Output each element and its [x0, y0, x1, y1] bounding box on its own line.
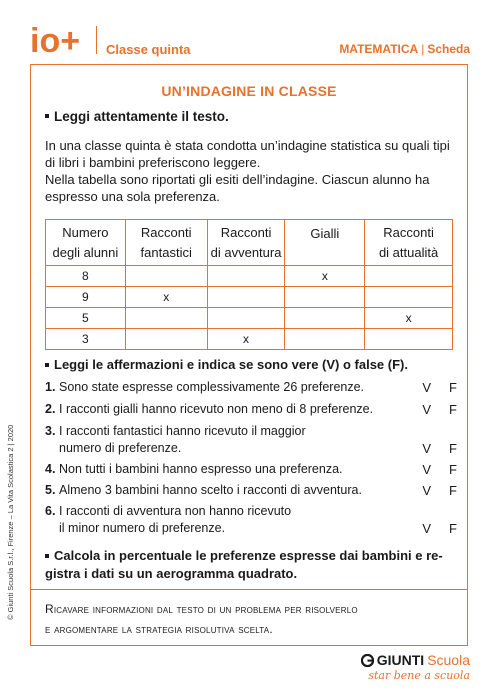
- true-false-options[interactable]: [404, 520, 457, 537]
- statement-text-continued: numero di preferenze.: [59, 441, 182, 455]
- statement-number: 1.: [45, 380, 56, 394]
- table-header-cell: Racconti fantastici: [125, 220, 207, 266]
- worksheet-title: UN’INDAGINE IN CLASSE: [161, 83, 337, 99]
- table-row: [46, 329, 453, 350]
- false-option[interactable]: F: [449, 402, 457, 417]
- table-cell: [365, 287, 453, 308]
- table-cell: [125, 329, 207, 350]
- true-false-options[interactable]: [404, 440, 457, 457]
- goal-divider: [31, 589, 467, 590]
- statement-text: Sono state espresse complessivamente 26 preferenze.: [59, 380, 365, 394]
- sheet-kind: Scheda: [427, 42, 470, 56]
- table-cell: x: [365, 308, 453, 329]
- statement-number: 6.: [45, 504, 56, 518]
- learning-goal-line-1: Ricavare informazioni dal testo di un problema per risolverlo: [45, 602, 358, 616]
- statement-1: [45, 379, 457, 396]
- true-option[interactable]: V: [422, 380, 432, 395]
- instruction-true-false: [45, 357, 408, 372]
- statement-text: I racconti fantastici hanno ricevuto il maggior: [59, 424, 306, 438]
- table-cell: 3: [46, 329, 126, 350]
- paragraph-table-info: Nella tabella sono riportati gli esiti dell’indagine. Ciascun alunno ha espresso una sola preferenza.: [45, 172, 430, 204]
- bullet-icon: [45, 114, 49, 118]
- true-false-options[interactable]: [404, 401, 457, 418]
- false-option[interactable]: F: [449, 380, 457, 395]
- true-false-options[interactable]: [404, 461, 457, 478]
- false-option[interactable]: F: [449, 441, 457, 456]
- table-header-cell: Numero degli alunni: [46, 220, 126, 266]
- table-cell: [207, 287, 285, 308]
- statement-number: 5.: [45, 483, 56, 497]
- statement-number: 3.: [45, 424, 56, 438]
- instruction-true-false-text: Leggi le affermazioni e indica se sono vere (V) o false (F).: [54, 357, 408, 372]
- subject-separator: |: [421, 42, 425, 56]
- statement-text: Non tutti i bambini hanno espresso una preferenza.: [59, 462, 343, 476]
- table-cell: x: [207, 329, 285, 350]
- brand-giunti: GIUNTI: [376, 652, 425, 668]
- true-option[interactable]: V: [422, 462, 432, 477]
- table-cell: [285, 329, 365, 350]
- table-cell: [365, 266, 453, 287]
- table-row: [46, 287, 453, 308]
- table-cell: [125, 266, 207, 287]
- giunti-scuola-brand: [361, 652, 470, 682]
- paragraph-intro: In una classe quinta è stata condotta un’indagine statistica su quali tipi di libri i bambini preferiscono leggere.: [45, 138, 450, 170]
- bullet-icon: [45, 554, 49, 558]
- copyright-note: © Giunti Scuola S.r.l., Firenze – La Vita Scolastica 2 | 2020: [6, 424, 15, 620]
- bullet-icon: [45, 363, 49, 367]
- statement-text: I racconti gialli hanno ricevuto non meno di 8 preferenze.: [59, 402, 374, 416]
- statement-3: [45, 423, 457, 457]
- table-header-cell: Racconti di attualità: [365, 220, 453, 266]
- table-row: [46, 308, 453, 329]
- io-plus-logo: [30, 22, 90, 58]
- table-cell: x: [125, 287, 207, 308]
- table-cell: 8: [46, 266, 126, 287]
- table-cell: [125, 308, 207, 329]
- table-cell: [285, 308, 365, 329]
- true-option[interactable]: V: [422, 441, 432, 456]
- giunti-g-icon: [361, 654, 374, 667]
- table-cell: [365, 329, 453, 350]
- task-text-line-1: Calcola in percentuale le preferenze espresse dai bambini e re-: [54, 548, 443, 563]
- header-divider: [96, 26, 97, 54]
- subject-label: [339, 42, 470, 56]
- statement-text: Almeno 3 bambini hanno scelto i racconti di avventura.: [59, 483, 362, 497]
- worksheet-card: [30, 64, 468, 646]
- subject-name: MATEMATICA: [339, 42, 419, 56]
- table-cell: [207, 308, 285, 329]
- table-cell: [207, 266, 285, 287]
- task-percentage: [45, 547, 457, 583]
- table-row: [46, 266, 453, 287]
- table-header-cell: Gialli: [285, 220, 365, 266]
- statement-text: I racconti di avventura non hanno ricevuto: [59, 504, 292, 518]
- true-false-options[interactable]: [404, 482, 457, 499]
- statement-2: [45, 401, 457, 418]
- statement-text-continued: il minor numero di preferenze.: [59, 521, 226, 535]
- true-option[interactable]: V: [422, 402, 432, 417]
- statement-5: [45, 482, 457, 499]
- learning-goal-line-2: e argomentare la strategia risolutiva scelta.: [45, 622, 273, 636]
- table-cell: 5: [46, 308, 126, 329]
- instruction-read-text: Leggi attentamente il testo.: [54, 109, 229, 124]
- table-header-row: [46, 220, 453, 266]
- true-option[interactable]: V: [422, 521, 432, 536]
- table-cell: x: [285, 266, 365, 287]
- logo-text: io+: [30, 22, 81, 58]
- instruction-read: [45, 109, 229, 124]
- statement-number: 4.: [45, 462, 56, 476]
- statement-4: [45, 461, 457, 478]
- false-option[interactable]: F: [449, 483, 457, 498]
- statement-number: 2.: [45, 402, 56, 416]
- brand-scuola: Scuola: [427, 652, 470, 668]
- false-option[interactable]: F: [449, 462, 457, 477]
- brand-tagline: star bene a scuola: [368, 669, 470, 682]
- true-option[interactable]: V: [422, 483, 432, 498]
- survey-table: [45, 219, 453, 350]
- statement-6: [45, 503, 457, 537]
- class-label: Classe quinta: [106, 42, 191, 57]
- table-cell: [285, 287, 365, 308]
- false-option[interactable]: F: [449, 521, 457, 536]
- task-text-line-2: gistra i dati su un aerogramma quadrato.: [45, 566, 298, 581]
- table-header-cell: Racconti di avventura: [207, 220, 285, 266]
- table-cell: 9: [46, 287, 126, 308]
- true-false-options[interactable]: [404, 379, 457, 396]
